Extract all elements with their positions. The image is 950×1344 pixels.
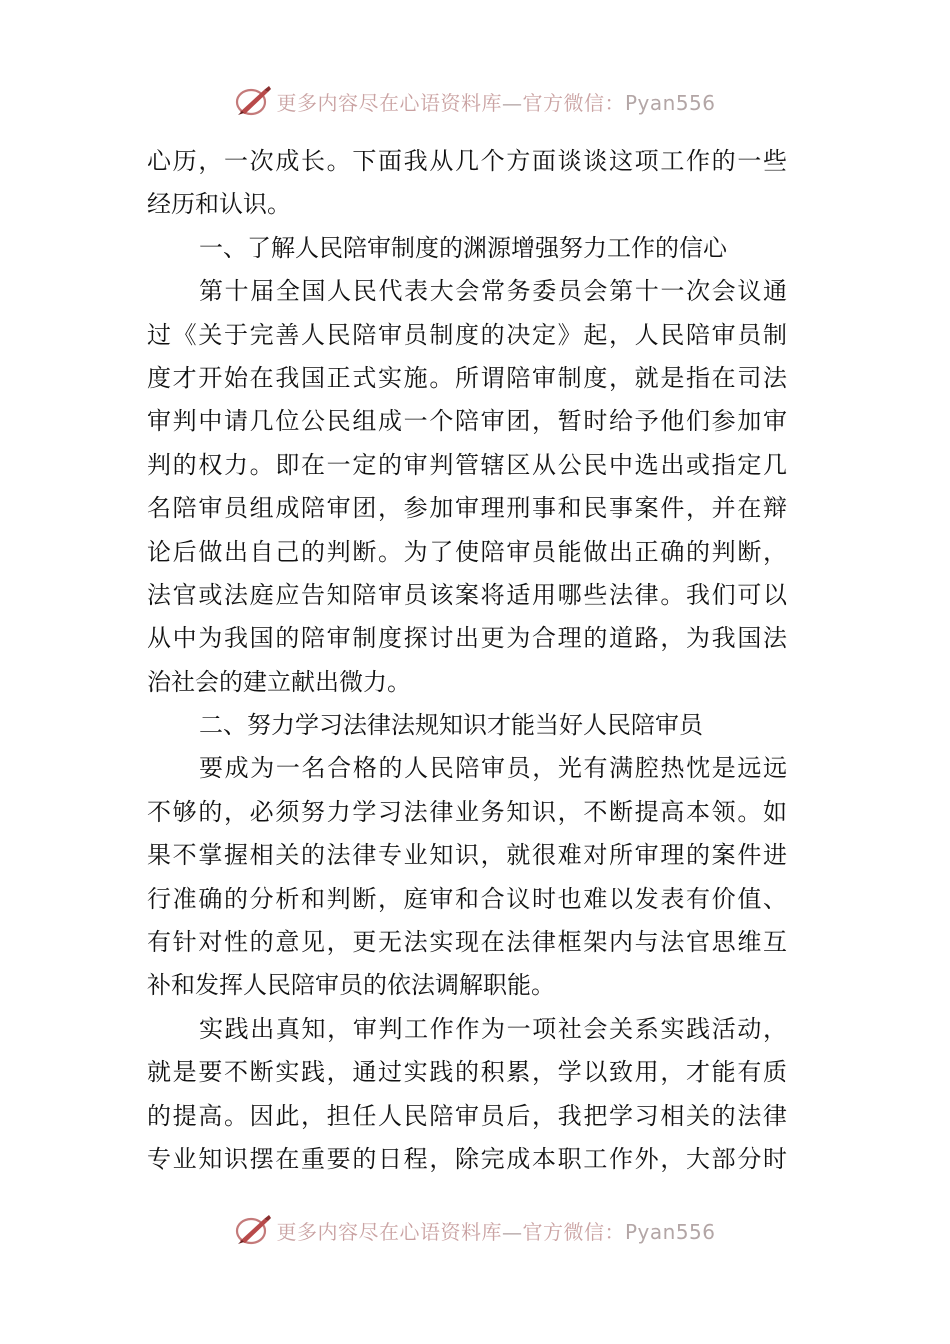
- text-line: 度才开始在我国正式实施。所谓陪审制度，就是指在司法: [147, 363, 787, 392]
- footer-watermark-banner: [0, 1210, 950, 1250]
- text-line: 二、努力学习法律法规知识才能当好人民陪审员: [199, 711, 703, 740]
- dash-separator: —: [501, 1219, 523, 1244]
- text-line: 实践出真知，审判工作作为一项社会关系实践活动，: [199, 1014, 787, 1043]
- text-line: 第十届全国人民代表大会常务委员会第十一次会议通: [199, 277, 787, 306]
- text-line: 从中为我国的陪审制度探讨出更为合理的道路，为我国法: [147, 624, 787, 653]
- text-line: 过《关于完善人民陪审员制度的决定》起，人民陪审员制: [147, 320, 787, 349]
- text-line: 治社会的建立献出微力。: [147, 667, 411, 696]
- brand-text: 更多内容尽在心语资料库: [276, 90, 502, 115]
- text-line: 补和发挥人民陪审员的依法调解职能。: [147, 971, 555, 1000]
- watermark-content: [234, 1213, 715, 1247]
- text-line: 专业知识摆在重要的日程，除完成本职工作外，大部分时: [147, 1144, 787, 1173]
- document-body: [147, 140, 787, 1181]
- contact-label: 官方微信：: [522, 1219, 625, 1244]
- text-line: 果不掌握相关的法律专业知识，就很难对所审理的案件进: [147, 841, 787, 870]
- watermark-text: [276, 1216, 715, 1245]
- text-line: 行准确的分析和判断，庭审和合议时也难以发表有价值、: [147, 884, 787, 913]
- brand-text: 更多内容尽在心语资料库: [276, 1219, 502, 1244]
- watermark-content: [234, 84, 715, 118]
- text-line: 论后做出自己的判断。为了使陪审员能做出正确的判断，: [147, 537, 787, 566]
- header-watermark-banner: [0, 81, 950, 121]
- text-line: 的提高。因此，担任人民陪审员后，我把学习相关的法律: [147, 1101, 787, 1130]
- watermark-text: [276, 87, 715, 116]
- text-line: 判的权力。即在一定的审判管辖区从公民中选出或指定几: [147, 450, 787, 479]
- text-line: 有针对性的意见，更无法实现在法律框架内与法官思维互: [147, 928, 787, 957]
- pen-logo-icon: [234, 1213, 272, 1247]
- text-line: 要成为一名合格的人民陪审员，光有满腔热忱是远远: [199, 754, 787, 783]
- text-line: 经历和认识。: [147, 190, 291, 219]
- text-line: 一、了解人民陪审制度的渊源增强努力工作的信心: [199, 233, 727, 262]
- text-line: 法官或法庭应告知陪审员该案将适用哪些法律。我们可以: [147, 580, 787, 609]
- pen-logo-icon: [234, 84, 272, 118]
- contact-id: Pyan556: [624, 1219, 716, 1244]
- text-line: 名陪审员组成陪审团，参加审理刑事和民事案件，并在辩: [147, 494, 787, 523]
- text-line: 不够的，必须努力学习法律业务知识，不断提高本领。如: [147, 797, 787, 826]
- text-line: 审判中请几位公民组成一个陪审团，暂时给予他们参加审: [147, 407, 787, 436]
- contact-id: Pyan556: [624, 90, 716, 115]
- contact-label: 官方微信：: [522, 90, 625, 115]
- text-line: 就是要不断实践，通过实践的积累，学以致用，才能有质: [147, 1058, 787, 1087]
- text-line: 心历，一次成长。下面我从几个方面谈谈这项工作的一些: [147, 147, 787, 175]
- dash-separator: —: [501, 90, 523, 115]
